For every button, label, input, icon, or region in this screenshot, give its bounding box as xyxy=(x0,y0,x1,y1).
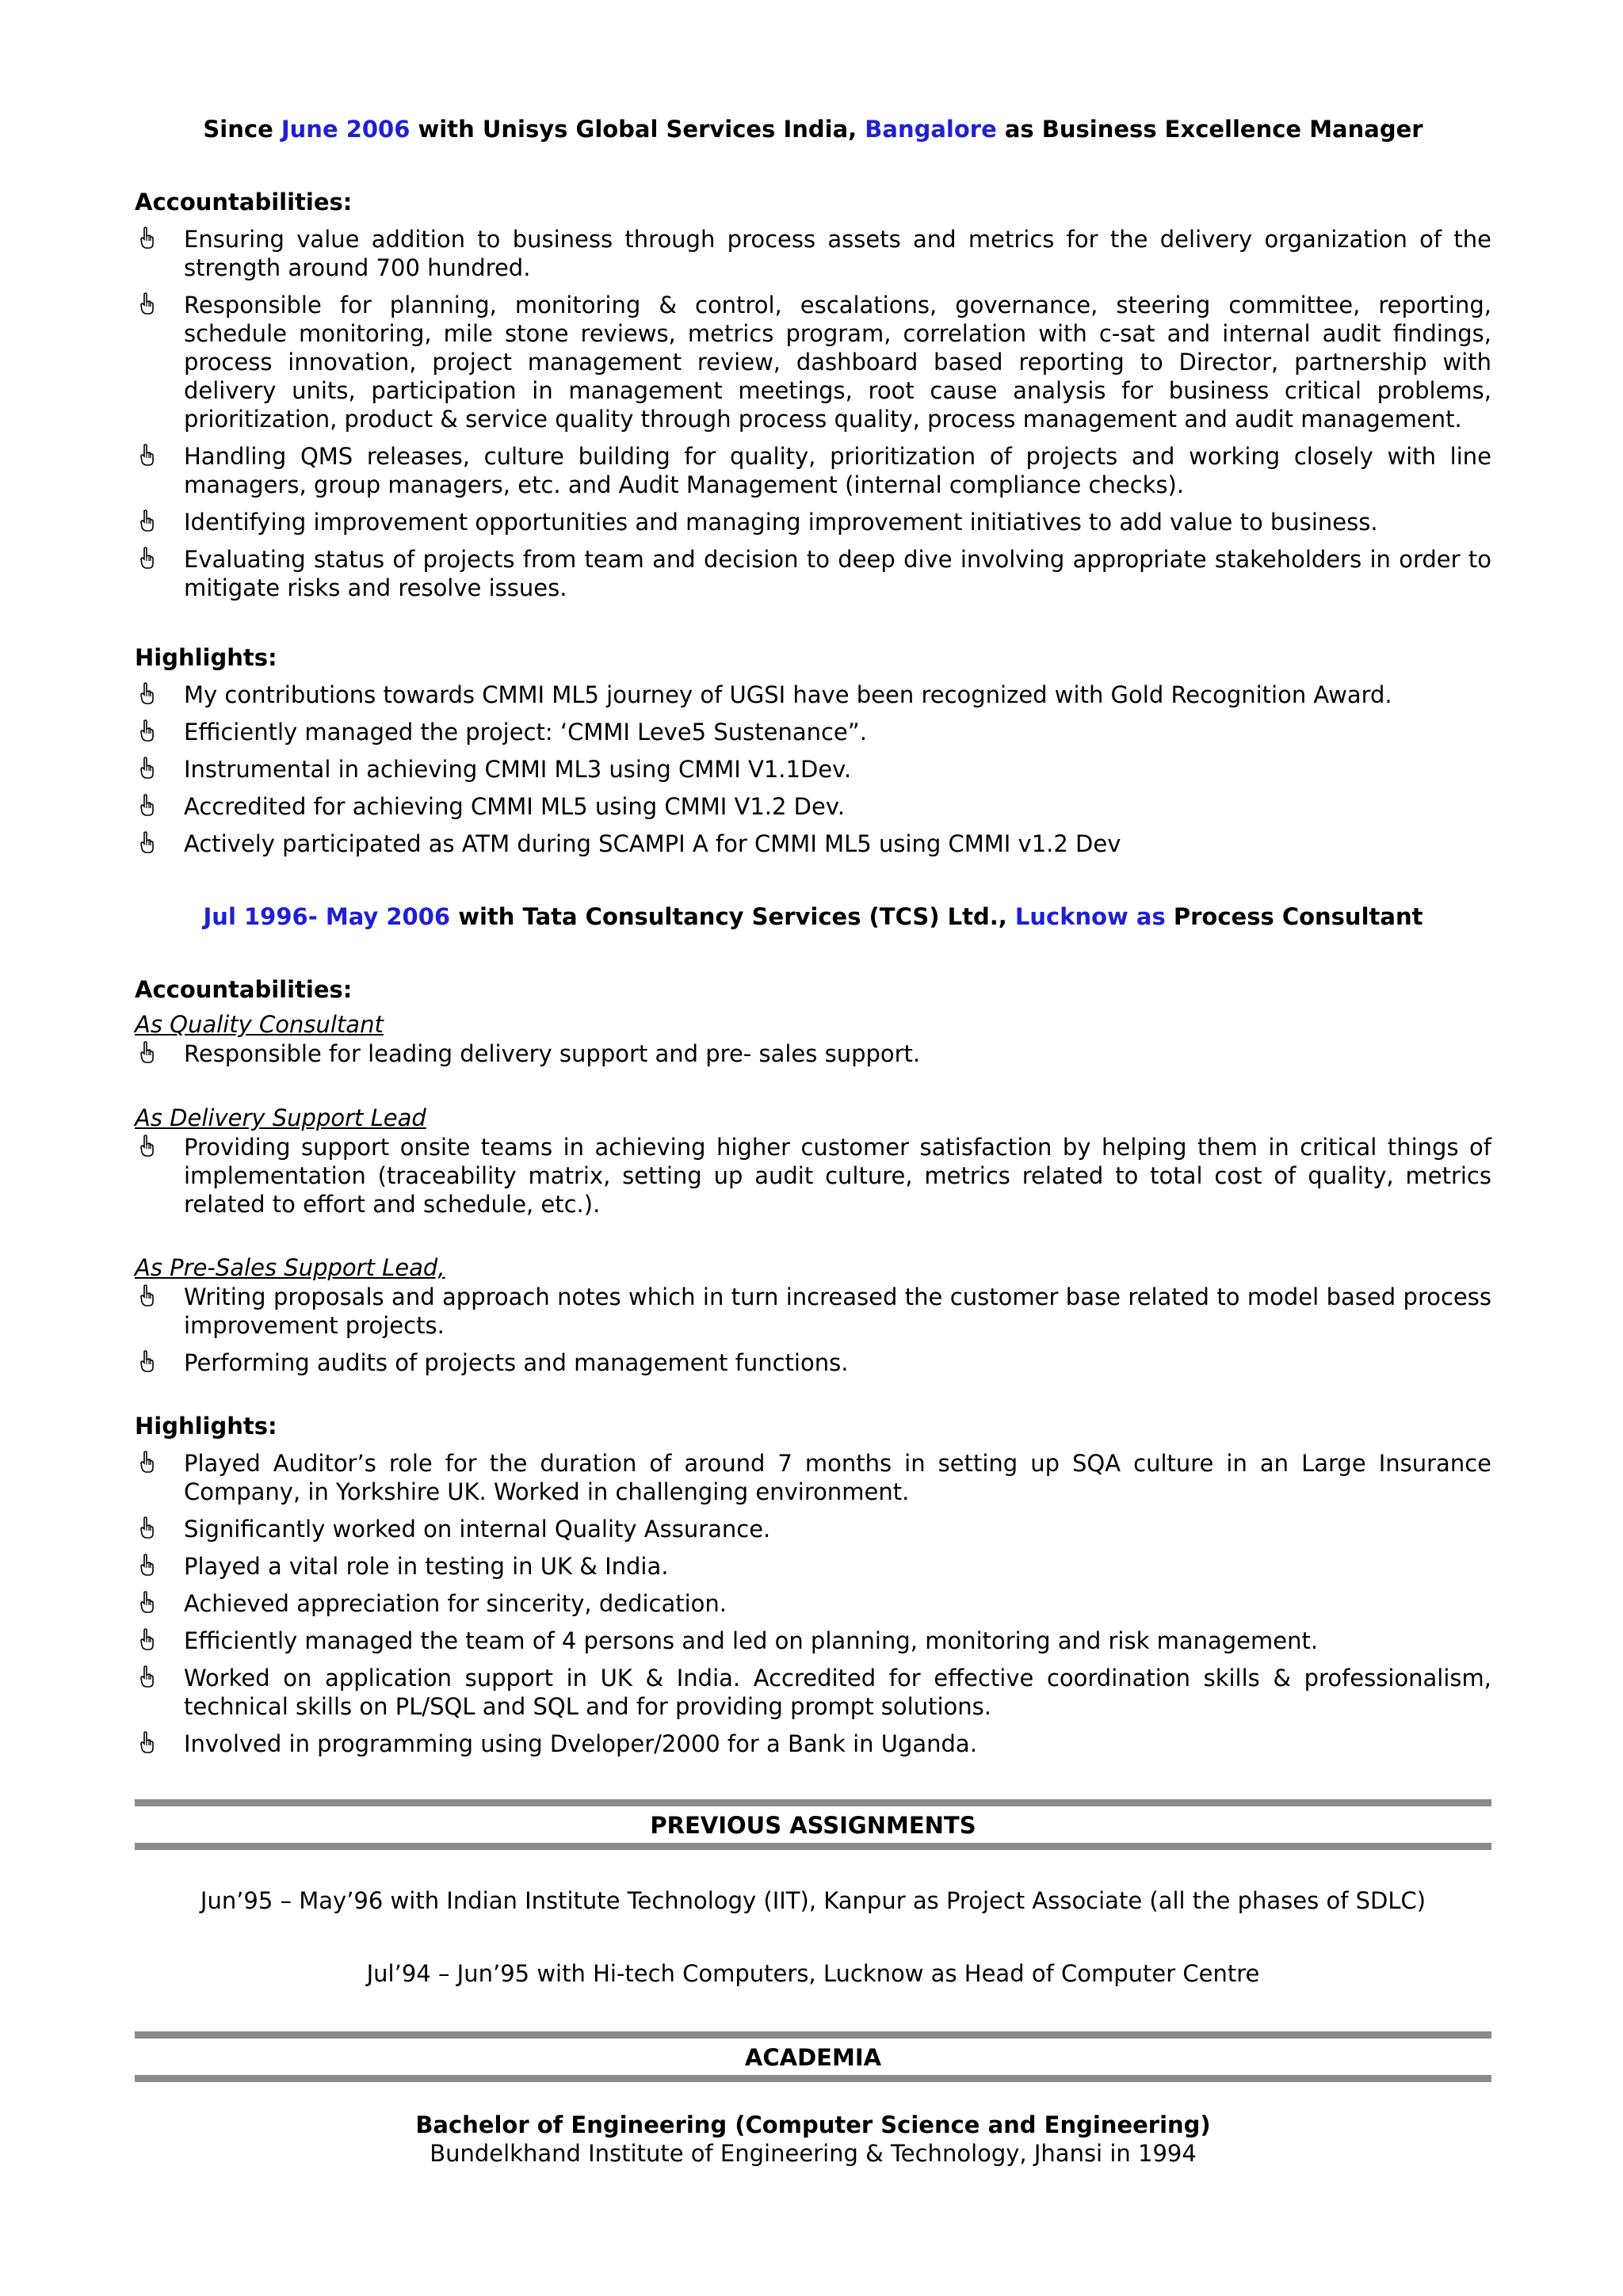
pointing-hand-icon xyxy=(139,227,154,249)
pointing-hand-icon xyxy=(139,1284,154,1306)
pointing-hand-icon xyxy=(139,292,154,315)
list-item-text: Identifying improvement opportunities and managing improvement initiatives to add value to business. xyxy=(184,509,1378,536)
list-item-text: Actively participated as ATM during SCAMPI A for CMMI ML5 using CMMI v1.2 Dev xyxy=(184,830,1121,857)
job1-title: Since June 2006 with Unisys Global Services India, Bangalore as Business Excellence Manager xyxy=(203,116,1423,143)
academia-bottom-rule xyxy=(135,2075,1491,2082)
list-item-text: Handling QMS releases, culture building for quality, prioritization of projects and working closely with line managers, group managers, etc. and Audit Management (internal compliance checks). xyxy=(184,443,1491,498)
institute: Bundelkhand Institute of Engineering & Technology, Jhansi in 1994 xyxy=(430,2140,1197,2167)
pointing-hand-icon xyxy=(139,1591,154,1613)
pointing-hand-icon xyxy=(139,757,154,779)
list-item-text: Played a vital role in testing in UK & India. xyxy=(184,1553,669,1580)
list-item xyxy=(135,225,1491,282)
list-item-text: Played Auditor’s role for the duration of around 7 months in setting up SQA culture in an Large Insurance Company, in Yorkshire UK. Worked in challenging environment. xyxy=(184,1450,1491,1505)
list-item-text: Evaluating status of projects from team and decision to deep dive involving appropriate stakeholders in order to mitigate risks and resolve issues. xyxy=(184,546,1491,601)
list-item-text: Achieved appreciation for sincerity, dedication. xyxy=(184,1590,727,1617)
previous-bottom-rule xyxy=(135,1843,1491,1850)
list-item xyxy=(135,1039,1491,1068)
list-item xyxy=(135,1133,1491,1219)
pointing-hand-icon xyxy=(139,1554,154,1576)
list-item xyxy=(135,792,1491,821)
pointing-hand-icon xyxy=(139,1516,154,1539)
academia-top-rule xyxy=(135,2031,1491,2039)
job1-accountabilities-list xyxy=(135,225,1491,611)
list-item-text: Writing proposals and approach notes which in turn increased the customer base related to model based process improvement projects. xyxy=(184,1283,1491,1339)
job2-highlights-heading: Highlights: xyxy=(135,1413,277,1440)
pointing-hand-icon xyxy=(139,831,154,853)
pointing-hand-icon xyxy=(139,794,154,816)
pointing-hand-icon xyxy=(139,444,154,466)
list-item-text: Responsible for leading delivery support and pre- sales support. xyxy=(184,1040,921,1067)
quality-consultant-list xyxy=(135,1039,1491,1077)
list-item xyxy=(135,1627,1491,1655)
academia-title: ACADEMIA xyxy=(744,2044,882,2071)
delivery-support-heading: As Delivery Support Lead xyxy=(135,1104,426,1131)
list-item xyxy=(135,1730,1491,1758)
list-item-text: Ensuring value addition to business through process assets and metrics for the delivery organization of the strength around 700 hundred. xyxy=(184,226,1491,281)
pointing-hand-icon xyxy=(139,1628,154,1650)
presales-heading: As Pre-Sales Support Lead, xyxy=(135,1254,445,1281)
job1-highlights-heading: Highlights: xyxy=(135,644,277,671)
job2-highlights-list xyxy=(135,1449,1491,1767)
list-item-text: Responsible for planning, monitoring & control, escalations, governance, steering committee, reporting, schedule monitoring, mile stone reviews, metrics program, correlation with c-sat and internal audit findings, process innovation, project management review, dashboard based reporting to Director, partnership with delivery units, participation in management meetings, root cause analysis for business critical problems, prioritization, product & service quality through process quality, process management and audit management. xyxy=(184,292,1491,433)
list-item xyxy=(135,508,1491,536)
list-item-text: Efficiently managed the project: ‘CMMI Leve5 Sustenance”. xyxy=(184,719,867,746)
job1-highlights-list xyxy=(135,681,1491,867)
pointing-hand-icon xyxy=(139,1041,154,1063)
list-item-text: Instrumental in achieving CMMI ML3 using CMMI V1.1Dev. xyxy=(184,756,852,783)
list-item xyxy=(135,755,1491,784)
degree: Bachelor of Engineering (Computer Science and Engineering) xyxy=(415,2111,1211,2138)
job2-title: Jul 1996- May 2006 with Tata Consultancy Services (TCS) Ltd., Lucknow as Process Consultant xyxy=(203,903,1423,930)
list-item xyxy=(135,545,1491,602)
list-item-text: Involved in programming using Dveloper/2000 for a Bank in Uganda. xyxy=(184,1730,977,1757)
pointing-hand-icon xyxy=(139,509,154,532)
list-item xyxy=(135,1283,1491,1340)
pointing-hand-icon xyxy=(139,1665,154,1688)
list-item xyxy=(135,442,1491,499)
pointing-hand-icon xyxy=(139,1135,154,1157)
list-item-text: My contributions towards CMMI ML5 journey of UGSI have been recognized with Gold Recognition Award. xyxy=(184,681,1392,708)
list-item-text: Worked on application support in UK & India. Accredited for effective coordination skills & professionalism, technical skills on PL/SQL and SQL and for providing prompt solutions. xyxy=(184,1665,1491,1720)
presales-list xyxy=(135,1283,1491,1386)
list-item xyxy=(135,1664,1491,1721)
list-item xyxy=(135,718,1491,746)
previous-assignments-title: PREVIOUS ASSIGNMENTS xyxy=(650,1812,976,1839)
previous-top-rule xyxy=(135,1799,1491,1806)
list-item xyxy=(135,1589,1491,1618)
previous-assignment-item: Jul’94 – Jun’95 with Hi-tech Computers, Lucknow as Head of Computer Centre xyxy=(366,1960,1260,1987)
list-item-text: Efficiently managed the team of 4 persons and led on planning, monitoring and risk management. xyxy=(184,1627,1319,1654)
list-item-text: Significantly worked on internal Quality Assurance. xyxy=(184,1516,771,1543)
list-item xyxy=(135,291,1491,433)
previous-assignment-item: Jun’95 – May’96 with Indian Institute Technology (IIT), Kanpur as Project Associate (all the phases of SDLC) xyxy=(200,1887,1426,1914)
pointing-hand-icon xyxy=(139,682,154,704)
list-item-text: Providing support onsite teams in achieving higher customer satisfaction by helping them in critical things of implementation (traceability matrix, setting up audit culture, metrics related to total cost of quality, metrics related to effort and schedule, etc.). xyxy=(184,1134,1491,1218)
pointing-hand-icon xyxy=(139,1451,154,1473)
job1-accountabilities-heading: Accountabilities: xyxy=(135,189,353,215)
list-item xyxy=(135,1449,1491,1506)
pointing-hand-icon xyxy=(139,719,154,742)
list-item-text: Performing audits of projects and management functions. xyxy=(184,1349,849,1376)
pointing-hand-icon xyxy=(139,547,154,569)
pointing-hand-icon xyxy=(139,1731,154,1753)
pointing-hand-icon xyxy=(139,1350,154,1372)
quality-consultant-heading: As Quality Consultant xyxy=(135,1011,384,1038)
list-item xyxy=(135,1348,1491,1377)
list-item xyxy=(135,1515,1491,1543)
list-item xyxy=(135,830,1491,858)
job2-accountabilities-heading: Accountabilities: xyxy=(135,976,353,1003)
delivery-support-list xyxy=(135,1133,1491,1227)
list-item xyxy=(135,1552,1491,1581)
list-item-text: Accredited for achieving CMMI ML5 using CMMI V1.2 Dev. xyxy=(184,793,845,820)
list-item xyxy=(135,681,1491,709)
